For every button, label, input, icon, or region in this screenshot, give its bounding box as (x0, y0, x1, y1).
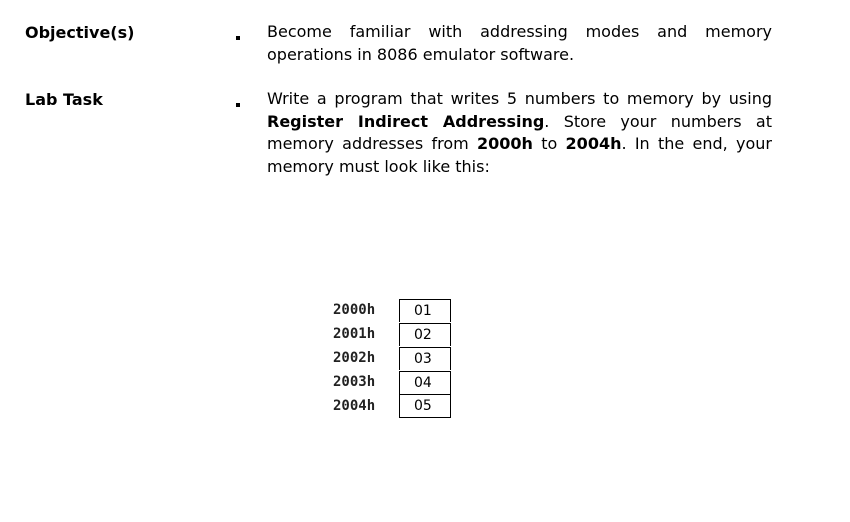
lab-task-bold-addressing: Register Indirect Addressing (267, 111, 545, 131)
memory-value: 02 (399, 323, 451, 346)
memory-value: 03 (399, 347, 451, 370)
memory-row (333, 394, 451, 418)
memory-row (333, 370, 451, 394)
memory-row (333, 346, 451, 370)
lab-task-bold-end-address: 2004h (565, 134, 622, 153)
memory-row (333, 298, 451, 322)
lab-task-bold-start-address: 2000h (476, 134, 533, 153)
memory-table (333, 298, 451, 418)
objective-label: Objective(s) (25, 23, 135, 42)
lab-task-label: Lab Task (25, 90, 103, 109)
memory-address: 2003h (333, 374, 376, 390)
lab-task-text-part: . Store your numbers at memory addresses from (267, 111, 772, 153)
lab-task-text-part: . In the end, your memory must look like this: (267, 134, 773, 176)
memory-value: 04 (399, 371, 451, 394)
memory-value: 01 (399, 299, 451, 322)
memory-address: 2002h (333, 350, 376, 366)
memory-address: 2001h (333, 326, 376, 342)
lab-task-bullet-icon (236, 103, 240, 107)
memory-row (333, 322, 451, 346)
lab-task-text-part: to (532, 134, 566, 153)
memory-address: 2004h (333, 398, 376, 414)
objective-text: Become familiar with addressing modes and memory operations in 8086 emulator software. (267, 22, 772, 64)
objective-bullet-icon (236, 36, 240, 40)
memory-address: 2000h (333, 302, 376, 318)
memory-value: 05 (399, 394, 451, 418)
lab-task-text (267, 88, 772, 178)
lab-task-text-part: Write a program that writes 5 numbers to memory by using (267, 89, 772, 108)
